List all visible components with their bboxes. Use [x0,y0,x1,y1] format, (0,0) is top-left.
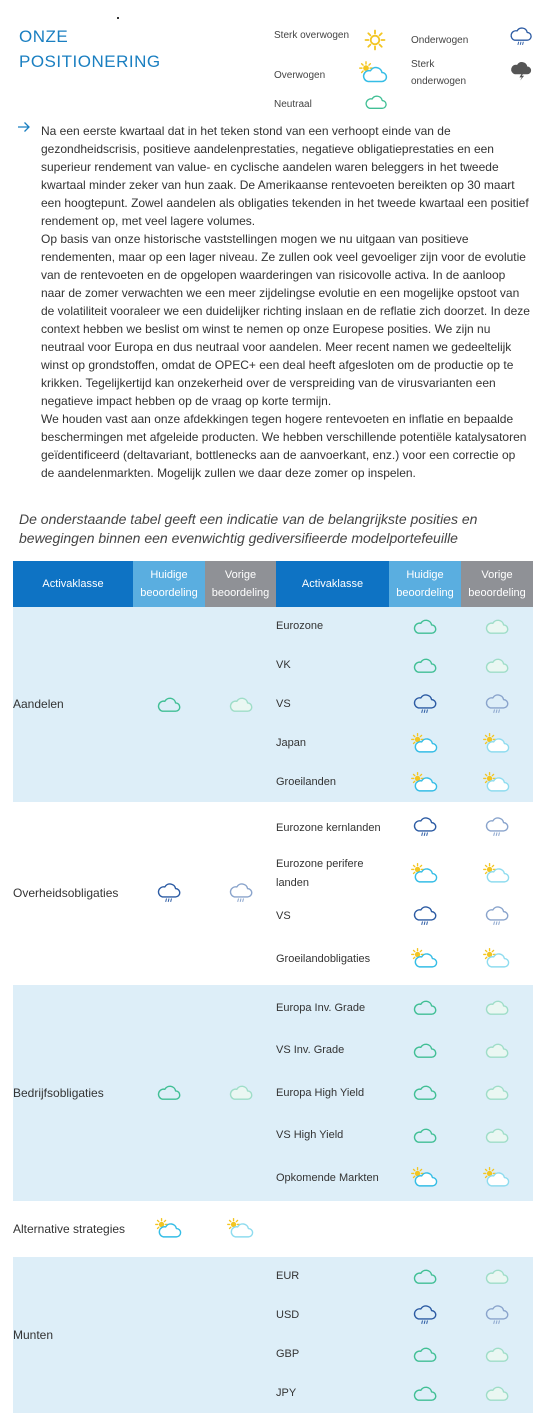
page-title [19,24,161,74]
rain-cloud-icon [482,910,512,922]
sun-icon [364,29,386,57]
cloud-icon [482,1087,512,1099]
table-row [13,805,533,851]
cloud-icon [410,1087,440,1099]
header-previous-rating: Vorige beoordeling [205,561,276,607]
current-rating-cell [133,985,205,1201]
stray-dot [117,17,119,19]
legend-neutral [274,96,394,116]
sun-cloud-icon [154,1223,184,1235]
sub-current-rating-cell [389,1257,461,1296]
cloud-icon [482,659,512,671]
arrow-right-icon [17,121,31,133]
sub-current-rating-cell [389,1204,461,1254]
sub-previous-rating-cell [461,1116,533,1155]
sub-current-rating-cell [389,724,461,763]
cloud-icon [410,620,440,632]
sub-previous-rating-cell [461,1155,533,1201]
legend-label: Sterk overwogen [274,30,350,41]
previous-rating-cell [205,607,276,802]
sub-current-rating-cell [389,763,461,802]
sub-asset-label: VS [276,685,389,724]
sub-previous-rating-cell [461,1257,533,1296]
legend-strong-overweight [274,27,394,63]
sub-previous-rating-cell [461,685,533,724]
sub-current-rating-cell [389,897,461,936]
sub-asset-label: VS [276,897,389,936]
cloud-icon [226,698,256,710]
cloud-icon [410,1129,440,1141]
rain-cloud-icon [410,910,440,922]
sub-current-rating-cell [389,1070,461,1116]
rain-cloud-icon [507,26,535,55]
cloud-icon [410,1002,440,1014]
sub-previous-rating-cell [461,985,533,1031]
body-text [41,122,531,482]
cloud-icon [410,1387,440,1399]
paragraph: Na een eerste kwartaal dat in het teken stond van een verhoopt einde van de gezondheidscrisis, positieve aandelenprestaties, negatieve obligatieprestaties en een superieur rendement van value- en cyclische aandelen waren beleggers in het tweede kwartaal minder zeker van hun zaak. De Amerikaanse rentevoeten bereikten op 30 maart een hoogtepunt. Zowel aandelen als obligaties tekenden in het tweede kwartaal een positief rendement op, met veel lagere volumes. [41,124,529,228]
sub-asset-label: VS High Yield [276,1116,389,1155]
sub-current-rating-cell [389,685,461,724]
cloud-icon [362,91,390,120]
legend-strong-underweight [411,56,536,92]
current-rating-cell [133,1204,205,1254]
paragraph: We houden vast aan onze afdekkingen tegen hogere rentevoeten en inflatie en bepaalde beschermingen met afgeleide producten. We hebben verschillende potentiële katalysatoren geïdentificeerd (deltavariant, bottlenecks aan de aanvoerkant, enz.) voor een correctie op de aandelenmarkten. Mogelijk zullen we daar deze zomer op inspelen. [41,412,527,480]
rain-cloud-icon [410,1309,440,1321]
cloud-icon [482,1348,512,1360]
asset-class-label: Bedrijfsobligaties [13,985,133,1201]
header-previous-rating: Vorige beoordeling [461,561,533,607]
current-rating-cell [133,1257,205,1413]
sub-previous-rating-cell [461,646,533,685]
rain-cloud-icon [410,698,440,710]
cloud-icon [410,1348,440,1360]
legend-label: Sterk onderwogen [411,59,467,87]
sub-previous-rating-cell [461,1296,533,1335]
sub-previous-rating-cell [461,851,533,897]
cloud-icon [154,698,184,710]
sub-current-rating-cell [389,1296,461,1335]
rain-cloud-icon [226,887,256,899]
sub-asset-label: VS Inv. Grade [276,1031,389,1070]
cloud-icon [410,659,440,671]
title-line-1: ONZE [19,27,69,46]
sun-cloud-icon [410,1172,440,1184]
current-rating-cell [133,607,205,802]
header-current-rating: Huidige beoordeling [389,561,461,607]
table-intro: De onderstaande tabel geeft een indicatie van de belangrijkste posities en bewegingen binnen een evenwichtig gediversifieerde modelportefeuille [19,511,478,546]
previous-rating-cell [205,805,276,982]
previous-rating-cell [205,1204,276,1254]
sub-current-rating-cell [389,1031,461,1070]
rain-cloud-icon [482,822,512,834]
sub-current-rating-cell [389,1116,461,1155]
sub-asset-label: Eurozone perifere landen [276,851,389,897]
sub-asset-label: Groeilandobligaties [276,936,389,982]
header-current-rating: Huidige beoordeling [133,561,205,607]
table-row [13,607,533,646]
rain-cloud-icon [410,822,440,834]
sub-asset-label: Eurozone kernlanden [276,805,389,851]
sun-cloud-icon [482,776,512,788]
sub-asset-label: JPY [276,1374,389,1413]
paragraph: Op basis van onze historische vaststellingen mogen we nu uitgaan van positieve rendementen, maar op een lager niveau. Ze zullen ook veel gevoeliger zijn voor de evolutie van de rentevoeten en de opgelopen waarderingen van risicovolle activa. In de aanloop naar de zomer verwachten we een meer zijdelingse evolutie en een mogelijke opstoot van de volatiliteit vooraleer we een duidelijker richting inslaan en de reflatie zich doorzet. In deze context hebben we beslist om winst te nemen op onze Europese posities. We zijn nu neutraal voor Europa en dus neutraal voor aandelen. Meer recent namen we gedeeltelijk winst op grondstoffen, omdat de OPEC+ een deal heeft afgesloten om de productie op te krikken. Tegelijkertijd kan onzekerheid over de verspreiding van de virusvarianten een negatieve impact hebben op de vraag op korte termijn. [41,232,530,408]
cloud-icon [154,1087,184,1099]
sub-asset-label [276,1204,389,1254]
sub-asset-label: VK [276,646,389,685]
cloud-icon [226,1087,256,1099]
cloud-icon [410,1044,440,1056]
current-rating-cell [133,805,205,982]
sub-previous-rating-cell [461,1374,533,1413]
asset-class-label: Overheidsobligaties [13,805,133,982]
cloud-icon [482,1044,512,1056]
sub-current-rating-cell [389,985,461,1031]
sub-asset-label: USD [276,1296,389,1335]
legend-label: Neutraal [274,99,312,110]
sub-current-rating-cell [389,1374,461,1413]
sun-cloud-icon [410,868,440,880]
legend-underweight [411,32,536,52]
previous-rating-cell [205,985,276,1201]
rain-cloud-icon [482,1309,512,1321]
sun-cloud-icon [410,953,440,965]
sub-current-rating-cell [389,1335,461,1374]
sub-previous-rating-cell [461,1070,533,1116]
cloud-icon [410,1270,440,1282]
rain-cloud-icon [154,887,184,899]
cloud-icon [482,1270,512,1282]
sub-previous-rating-cell [461,897,533,936]
sub-previous-rating-cell [461,607,533,646]
sub-asset-label: EUR [276,1257,389,1296]
sun-cloud-icon [410,776,440,788]
sub-asset-label: Japan [276,724,389,763]
asset-class-label: Alternative strategies [13,1204,133,1254]
sun-cloud-icon [358,60,390,92]
table-header-row [13,561,533,607]
asset-class-label: Aandelen [13,607,133,802]
sun-cloud-icon [226,1223,256,1235]
sub-previous-rating-cell [461,724,533,763]
sub-previous-rating-cell [461,936,533,982]
sun-cloud-icon [410,737,440,749]
sub-current-rating-cell [389,607,461,646]
cloud-icon [482,1002,512,1014]
sub-current-rating-cell [389,851,461,897]
sub-previous-rating-cell [461,1335,533,1374]
table-row [13,1204,533,1254]
cloud-icon [482,1387,512,1399]
sun-cloud-icon [482,868,512,880]
sub-asset-label: Opkomende Markten [276,1155,389,1201]
sub-asset-label: Europa High Yield [276,1070,389,1116]
positioning-table [13,561,533,1413]
storm-cloud-icon [507,60,535,89]
sub-current-rating-cell [389,1155,461,1201]
sub-current-rating-cell [389,936,461,982]
legend-label: Overwogen [274,70,326,81]
sun-cloud-icon [482,1172,512,1184]
legend-overweight [274,67,394,87]
sub-previous-rating-cell [461,1031,533,1070]
header-asset-class: Activaklasse [276,561,389,607]
asset-class-label: Munten [13,1257,133,1413]
title-line-2: POSITIONERING [19,52,161,71]
sub-previous-rating-cell [461,805,533,851]
previous-rating-cell [205,1257,276,1413]
rain-cloud-icon [482,698,512,710]
sun-cloud-icon [482,737,512,749]
table-row [13,1257,533,1296]
cloud-icon [482,620,512,632]
header-asset-class: Activaklasse [13,561,133,607]
sub-asset-label: Europa Inv. Grade [276,985,389,1031]
sub-previous-rating-cell [461,1204,533,1254]
sub-previous-rating-cell [461,763,533,802]
sub-asset-label: Eurozone [276,607,389,646]
table-row [13,985,533,1031]
legend-label: Onderwogen [411,35,469,46]
sub-asset-label: GBP [276,1335,389,1374]
sun-cloud-icon [482,953,512,965]
cloud-icon [482,1129,512,1141]
sub-asset-label: Groeilanden [276,763,389,802]
sub-current-rating-cell [389,805,461,851]
sub-current-rating-cell [389,646,461,685]
